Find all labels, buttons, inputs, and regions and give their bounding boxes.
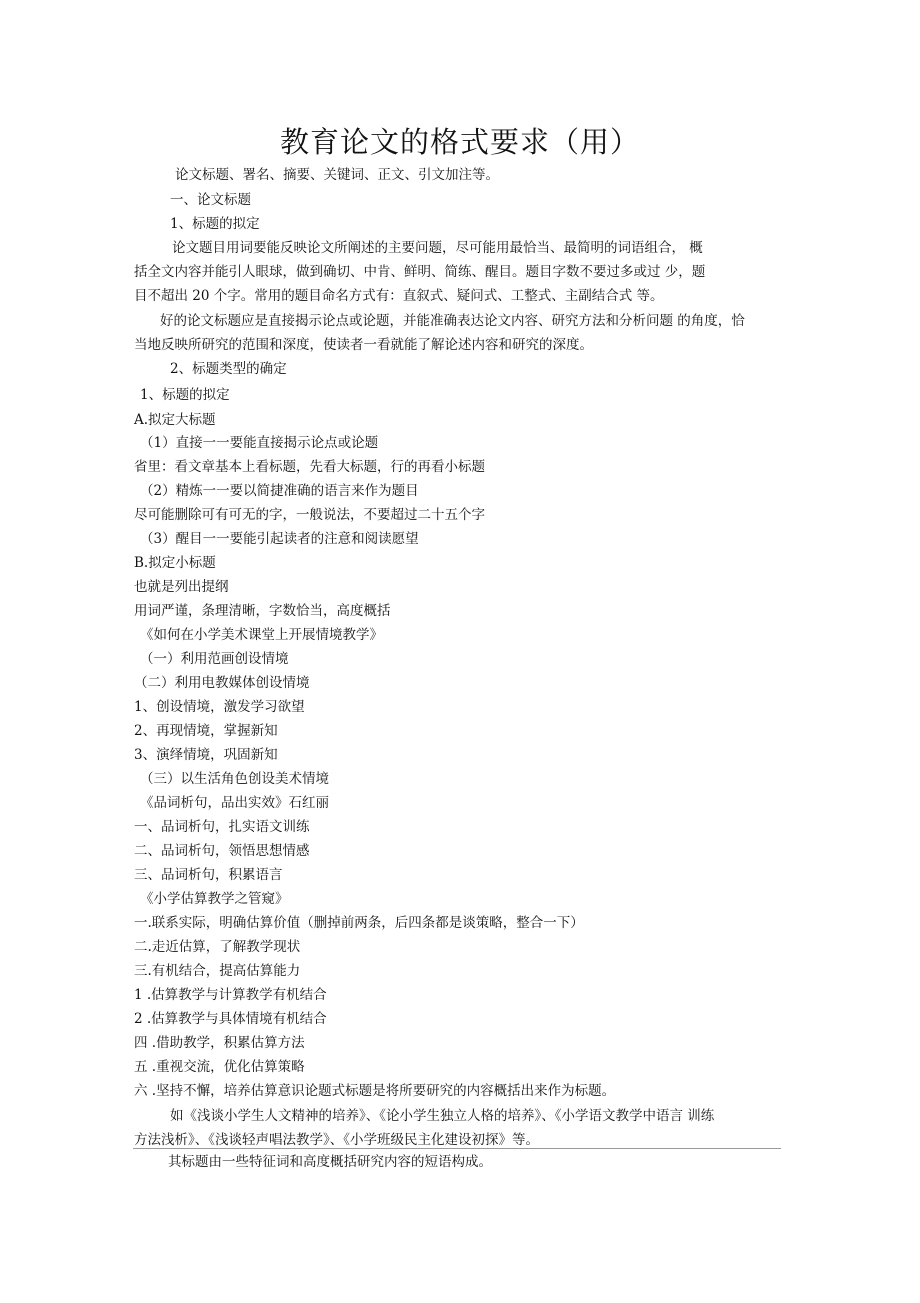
list-item: 1、创设情境，激发学习欲望 bbox=[134, 699, 305, 715]
list-item: 《如何在小学美术课堂上开展情境教学》 bbox=[140, 627, 383, 643]
list-item: （1）直接一一要能直接揭示论点或论题 bbox=[140, 435, 379, 451]
list-item: 一.联系实际，明确估算价值（删掉前两条，后四条都是谈策略，整合一下） bbox=[134, 915, 584, 931]
list-item: 2、再现情境，掌握新知 bbox=[134, 723, 278, 739]
list-item: （二）利用电教媒体创设情境 bbox=[134, 675, 310, 691]
subsection-heading: 1、标题的拟定 bbox=[140, 387, 230, 403]
subsection-heading: 2、标题类型的确定 bbox=[170, 361, 287, 377]
list-item: 2 .估算教学与具体情境有机结合 bbox=[134, 1011, 327, 1027]
list-item: （一）利用范画创设情境 bbox=[140, 651, 289, 667]
list-item: 《品词析句，品出实效》石红丽 bbox=[140, 795, 329, 811]
list-item: 用词严谨，条理清晰，字数恰当，高度概括 bbox=[134, 603, 391, 619]
list-item: 尽可能删除可有可无的字，一般说法，不要超过二十五个字 bbox=[134, 507, 485, 523]
body-line: 方法浅析》、《浅谈轻声唱法教学》、《小学班级民主化建设初探》等。 bbox=[134, 1132, 539, 1148]
body-line: 好的论文标题应是直接揭示论点或论题，并能准确表达论文内容、研究方法和分析问题 的角度，恰 bbox=[160, 313, 745, 329]
list-item: （三）以生活角色创设美术情境 bbox=[140, 771, 329, 787]
body-line: 其标题由一些特征词和高度概括研究内容的短语构成。 bbox=[168, 1154, 492, 1170]
document-title: 教育论文的格式要求（用） bbox=[279, 125, 640, 159]
list-item: B.拟定小标题 bbox=[134, 555, 216, 571]
list-item: A.拟定大标题 bbox=[134, 412, 216, 428]
list-item: 一、品词析句，扎实语文训练 bbox=[134, 819, 310, 835]
list-item: 三.有机结合，提高估算能力 bbox=[134, 963, 301, 979]
body-line: 论文标题、署名、摘要、关键词、正文、引文加注等。 bbox=[175, 167, 499, 183]
list-item: 二、品词析句，领悟思想情感 bbox=[134, 843, 310, 859]
list-item: 《小学估算教学之管窥》 bbox=[140, 891, 289, 907]
body-line: 论文题目用词要能反映论文所阐述的主要问题，尽可能用最恰当、最简明的词语组合， 概 bbox=[172, 240, 703, 256]
list-item: 五 .重视交流，优化估算策略 bbox=[134, 1059, 305, 1075]
horizontal-divider bbox=[133, 1148, 781, 1149]
section-heading: 一、论文标题 bbox=[170, 192, 251, 208]
list-item: 省里：看文章基本上看标题，先看大标题，行的再看小标题 bbox=[134, 459, 485, 475]
list-item: 三、品词析句，积累语言 bbox=[134, 867, 283, 883]
list-item: 3、演绎情境，巩固新知 bbox=[134, 747, 278, 763]
list-item: 四 .借助教学，积累估算方法 bbox=[134, 1035, 305, 1051]
body-line: 如《浅谈小学生人文精神的培养》、《论小学生独立人格的培养》、《小学语文教学中语言 训练 bbox=[170, 1108, 715, 1124]
list-item: （3）醒目一一要能引起读者的注意和阅读愿望 bbox=[140, 531, 419, 547]
list-item: 二.走近估算，了解教学现状 bbox=[134, 939, 301, 955]
subsection-heading: 1、标题的拟定 bbox=[170, 216, 260, 232]
body-line: 括全文内容并能引人眼球，做到确切、中肯、鲜明、简练、醒目。题目字数不要过多或过 少，题 bbox=[134, 264, 706, 280]
list-item: 1 .估算教学与计算教学有机结合 bbox=[134, 987, 327, 1003]
list-item: 也就是列出提纲 bbox=[134, 579, 229, 595]
body-line: 当地反映所研究的范围和深度，使读者一看就能了解论述内容和研究的深度。 bbox=[134, 337, 593, 353]
list-item: （2）精炼一一要以简捷准确的语言来作为题目 bbox=[140, 483, 419, 499]
body-line: 目不超出 20 个字。常用的题目命名方式有：直叙式、疑问式、工整式、主副结合式 等。 bbox=[134, 288, 664, 304]
list-item: 六 .坚持不懈，培养估算意识论题式标题是将所要研究的内容概括出来作为标题。 bbox=[134, 1083, 616, 1099]
